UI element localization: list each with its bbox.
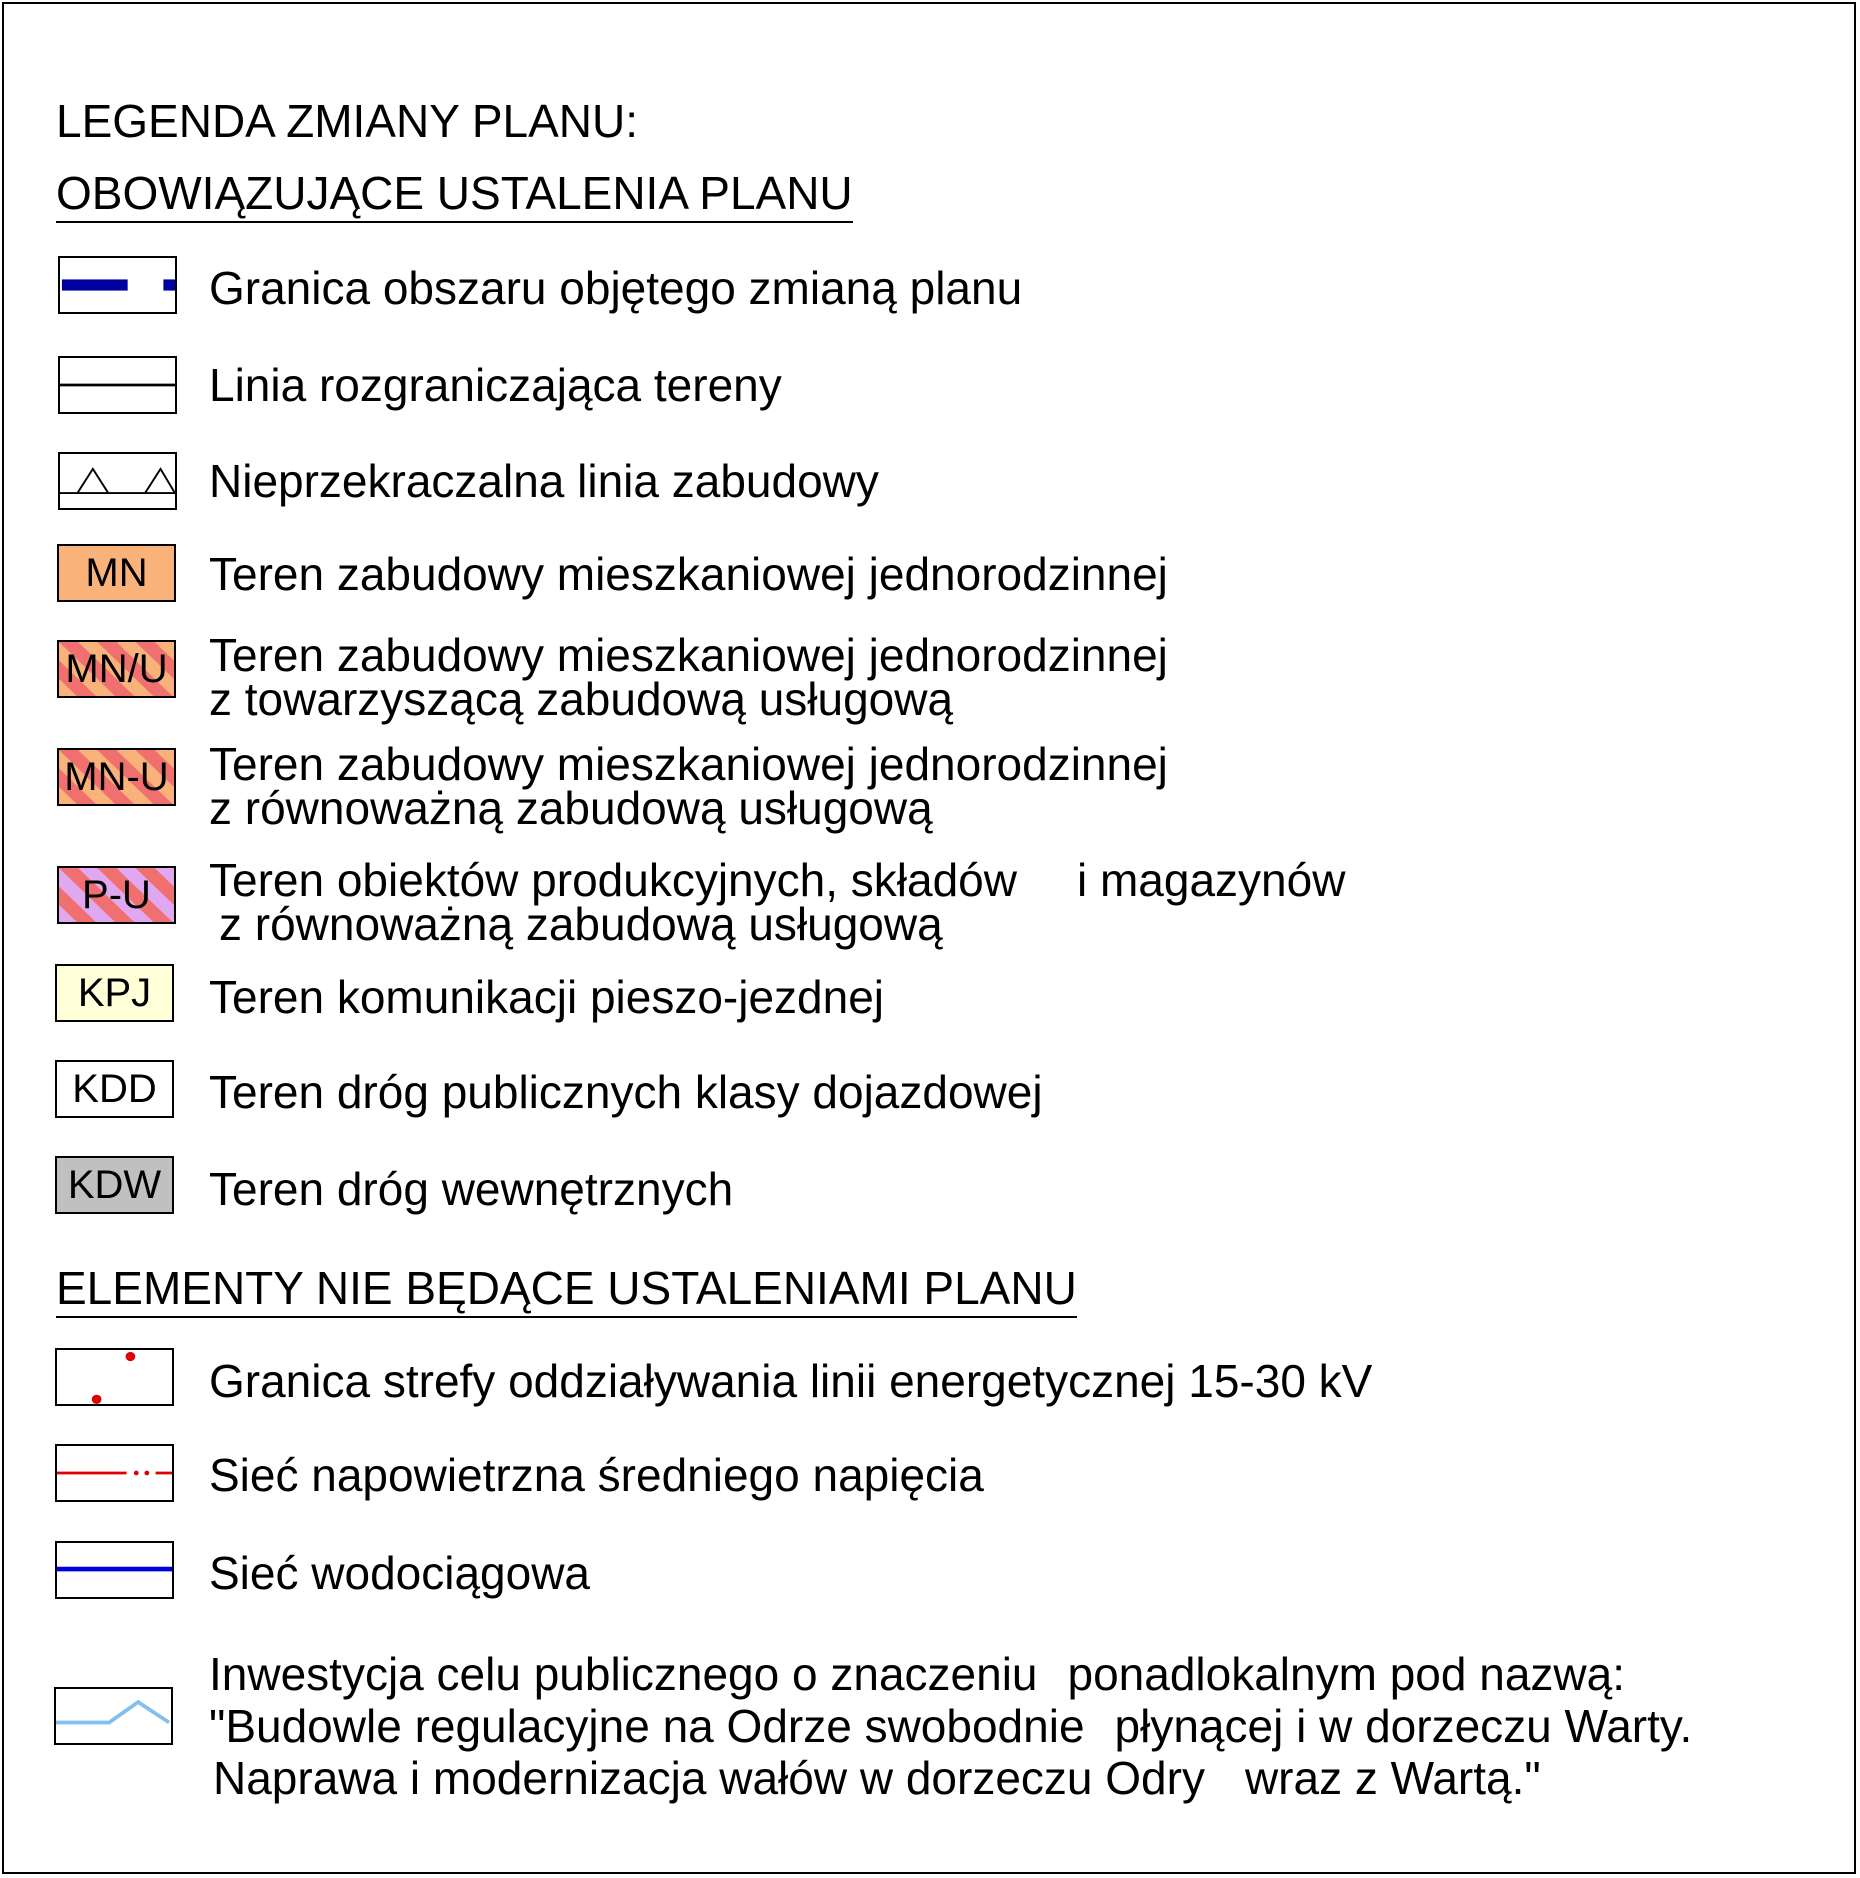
legend-label-levee-line1: Inwestycja celu publicznego o znaczeniu ponadlokalnym pod nazwą: [209, 1648, 1625, 1700]
legend-label-mn-eq-u [209, 738, 1168, 834]
legend-label-levee-investment [209, 1648, 1692, 1804]
legend-label-kpj: Teren komunikacji pieszo-jezdnej [209, 971, 884, 1023]
overhead-line-symbol [55, 1444, 174, 1502]
legend-label-demarcation: Linia rozgraniczająca tereny [209, 359, 782, 411]
legend-label-mn: Teren zabudowy mieszkaniowej jednorodzinnej [209, 548, 1168, 600]
kpj-symbol [55, 964, 174, 1022]
power-zone-boundary-symbol [55, 1348, 174, 1406]
mn-u-code: MN/U [65, 647, 168, 691]
kdd-symbol [55, 1060, 174, 1118]
legend-title: LEGENDA ZMIANY PLANU: [56, 95, 638, 147]
mn-eq-u-code: MN-U [64, 755, 169, 799]
legend-label-mn-eq-u-line1: Teren zabudowy mieszkaniowej jednorodzinnej [209, 738, 1168, 790]
legend-label-kdd: Teren dróg publicznych klasy dojazdowej [209, 1066, 1043, 1118]
legend-label-p-u-line2: z równoważną zabudową usługową [219, 898, 943, 950]
building-line-symbol [58, 452, 177, 510]
section-heading-binding: OBOWIĄZUJĄCE USTALENIA PLANU [56, 168, 853, 223]
kdd-code: KDD [72, 1067, 157, 1111]
mn-symbol [57, 544, 176, 602]
water-network-symbol [55, 1541, 174, 1599]
legend-label-p-u [209, 854, 1346, 950]
legend-label-levee-line3: Naprawa i modernizacja wałów w dorzeczu Odry wraz z Wartą." [213, 1752, 1541, 1804]
legend-label-levee-line2: "Budowle regulacyjne na Odrze swobodnie płynącej i w dorzeczu Warty. [209, 1700, 1693, 1752]
kpj-code: KPJ [77, 971, 152, 1015]
legend-label-p-u-line1: Teren obiektów produkcyjnych, składów i magazynów [209, 854, 1346, 906]
legend-label-overhead-line: Sieć napowietrzna średniego napięcia [209, 1449, 984, 1501]
legend-label-mn-u-line1: Teren zabudowy mieszkaniowej jednorodzinnej [209, 629, 1168, 681]
legend-label-kdw: Teren dróg wewnętrznych [209, 1163, 734, 1215]
legend-label-water-network: Sieć wodociągowa [209, 1547, 591, 1599]
mn-eq-u-symbol [57, 748, 176, 806]
boundary-line-symbol [58, 256, 177, 314]
legend-label-building-line: Nieprzekraczalna linia zabudowy [209, 455, 879, 507]
mn-u-symbol [57, 640, 176, 698]
p-u-symbol [57, 866, 176, 924]
kdw-code: KDW [67, 1163, 162, 1207]
levee-investment-symbol [54, 1687, 173, 1745]
demarcation-line-symbol [58, 356, 177, 414]
legend-label-mn-u [209, 629, 1168, 725]
legend-label-mn-u-line2: z towarzyszącą zabudową usługową [209, 673, 954, 725]
kdw-symbol [55, 1156, 174, 1214]
legend-label-boundary: Granica obszaru objętego zmianą planu [209, 262, 1023, 314]
section-heading-informative: ELEMENTY NIE BĘDĄCE USTALENIAMI PLANU [56, 1263, 1077, 1318]
legend-label-mn-eq-u-line2: z równoważną zabudową usługową [209, 782, 933, 834]
legend-label-power-zone: Granica strefy oddziaływania linii energetycznej 15-30 kV [209, 1355, 1373, 1407]
mn-code: MN [85, 551, 148, 595]
p-u-code: P-U [82, 873, 151, 917]
